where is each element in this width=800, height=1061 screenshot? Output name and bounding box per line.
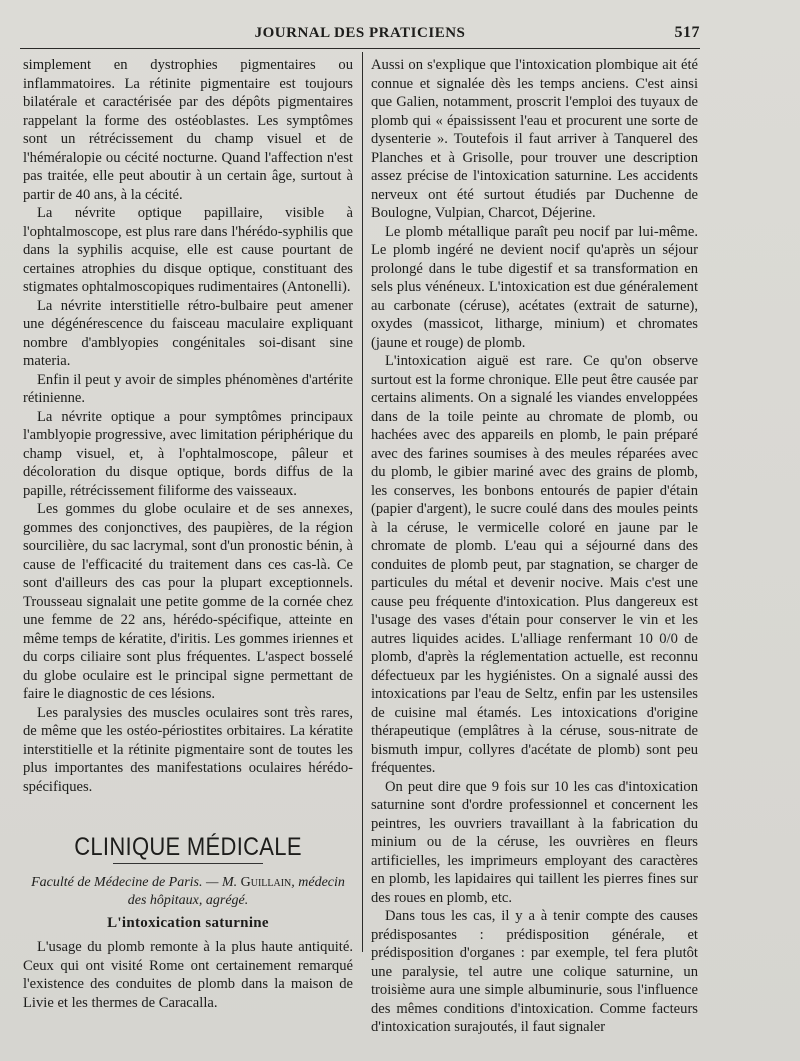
- paragraph: L'usage du plomb remonte à la plus haute antiquité. Ceux qui ont visité Rome ont certainement remarqué l'existence des conduites de plomb dans la maison de Livie et les thermes de Caracalla.: [23, 939, 353, 1011]
- left-column: [23, 56, 353, 1012]
- column-divider: [362, 52, 363, 952]
- paragraph: L'intoxication aiguë est rare. Ce qu'on observe surtout est la forme chronique. Elle peut être causée par certains aliments. On a signalé les viandes enveloppées dans de la toile peinte au chromate de plomb, ou hachées avec des appareils en plomb, le pain préparé avec des farines soumises à des meules réparées avec du plomb, le gibier mariné avec des grains de plomb, les conserves, les bonbons entourés de papier d'étain (papier d'argent), le sucre coulé dans des moules peints à la céruse, le vermicelle coloré en jaune par le chromate de plomb. L'eau qui a séjourné dans des conduites de plomb peut, par stagnation, se charger de particules du métal et devenir nocive. Mais c'est une cause peu fréquente d'intoxication. Plus dangereux est l'usage des vases d'étain pour conserver le vin et les autres liquides acides. L'alliage renfermant 10 0/0 de plomb, d'après la réglementation actuelle, est reconnu défectueux par les hygiénistes. On a signalé aussi des intoxications par l'eau de Seltz, enfin par les ustensiles de cuisine mal étamés. Les intoxications d'origine thérapeutique (emplâtres à la céruse, sous-nitrate de bismuth impur, collyres d'acétate de plomb) sont peu fréquentes.: [371, 353, 698, 776]
- running-header: [20, 18, 700, 42]
- journal-title: JOURNAL DES PRATICIENS: [254, 25, 466, 41]
- author-name: Guillain: [240, 874, 292, 890]
- header-rule: [20, 48, 700, 49]
- paragraph: simplement en dystrophies pigmentaires ou inflammatoires. La rétinite pigmentaire est toujours bilatérale et caractérisée par des dépôts pigmentaires rappelant la forme des ostéoblastes. Les symptômes sont un rétrécissement du champ visuel et de l'héméralopie ou cécité nocturne. Quand l'affection n'est pas traitée, elle peut aboutir à un certain âge, surtout à partir de 40 ans, à la cécité.: [23, 57, 353, 203]
- article-title: L'intoxication saturnine: [107, 914, 269, 931]
- paragraph: Enfin il peut y avoir de simples phénomènes d'artérite rétinienne.: [23, 371, 353, 406]
- paragraph: Les gommes du globe oculaire et de ses annexes, gommes des conjonctives, des paupières, de la région sourcilière, du sac lacrymal, sont d'un pronostic bénin, à cause de l'efficacité du traitement dans ces cas-là. Ce sont d'ailleurs des cas pour la plupart exceptionnels. Trousseau signalait une petite gomme de la cornée chez une femme de 22 ans, hérédo-spécifique, atteinte en même temps de kératite, d'iritis. Les gommes iriennes et du corps ciliaire sont plus fréquentes. L'aspect bosselé du globe oculaire est le principal signe permettant de faire le diagnostic de ces lésions.: [23, 501, 353, 702]
- right-column: [371, 56, 698, 1037]
- paragraph: La névrite optique papillaire, visible à l'ophtalmoscope, est plus rare dans l'hérédo-syphilis que dans la syphilis acquise, elle est cause pourtant de certaines atrophies du disque optique, constituant des stigmates ophtalmoscopiques rudimentaires (Antonelli).: [23, 205, 353, 295]
- page-number: 517: [674, 24, 700, 41]
- byline-text: , médecin des hôpitaux, agrégé.: [127, 874, 345, 908]
- byline-text: Faculté de Médecine de Paris. — M.: [31, 874, 241, 890]
- section-title: CLINIQUE MÉDICALE: [74, 832, 302, 861]
- byline: [23, 874, 353, 910]
- paragraph: La névrite optique a pour symptômes principaux l'amblyopie progressive, avec limitation périphérique du champ visuel, et, à l'ophtalmoscope, pâleur et décoloration du disque optique, bords diffus de la papille, rétrécissement filiforme des vaisseaux.: [23, 408, 353, 499]
- paragraph: La névrite interstitielle rétro-bulbaire peut amener une dégénérescence du faisceau maculaire expliquant nombre d'amblyopies congénitales soi-disant sine materia.: [23, 297, 353, 369]
- paragraph: Aussi on s'explique que l'intoxication plombique ait été connue et signalée dès les temps anciens. C'est ainsi que Galien, notamment, proscrit l'emploi des tuyaux de plomb qui « épaississent l'eau et procurent une sorte de dysenterie ». Toutefois il faut arriver à Tanquerel des Planches et à Grisolle, pour trouver une description assez précise de l'intoxication saturnine. Les accidents nerveux ont été surtout étudiés par Duchenne de Boulogne, Vulpian, Charcot, Déjerine.: [371, 57, 698, 221]
- section-rule: [113, 863, 263, 864]
- paragraph: Dans tous les cas, il y a à tenir compte des causes prédisposantes : prédisposition générale, et prédisposition d'organes : par exemple, tel fera plutôt une paralysie, tel autre une colique saturnine, un troisième aura une simple albuminurie, sous l'influence des mêmes conditions d'intoxication. Comme facteurs d'intoxication surajoutés, il faut signaler: [371, 908, 698, 1035]
- paragraph: Les paralysies des muscles oculaires sont très rares, de même que les ostéo-périostites orbitaires. La kératite interstitielle et la rétinite pigmentaire sont de toutes les plus importantes des manifestations oculaires hérédo-spécifiques.: [23, 704, 353, 795]
- paragraph: On peut dire que 9 fois sur 10 les cas d'intoxication saturnine sont d'ordre professionnel et concernent les peintres, les ouvriers travaillant à la fabrication du minium ou de la céruse, les ouvrières en fleurs artificielles, les imprimeurs employant des caractères en plomb, les lapidaires qui taillent les pierres fines sur des roues en plomb, etc.: [371, 778, 698, 906]
- paragraph: Le plomb métallique paraît peu nocif par lui-même. Le plomb ingéré ne devient nocif qu'après un séjour prolongé dans le tube digestif et sa transformation en sels plus vénéneux. L'intoxication est due généralement au carbonate (céruse), acétates (extrait de saturne), oxydes (massicot, litharge, minium) et chromates (jaune et rouge) de plomb.: [371, 223, 698, 351]
